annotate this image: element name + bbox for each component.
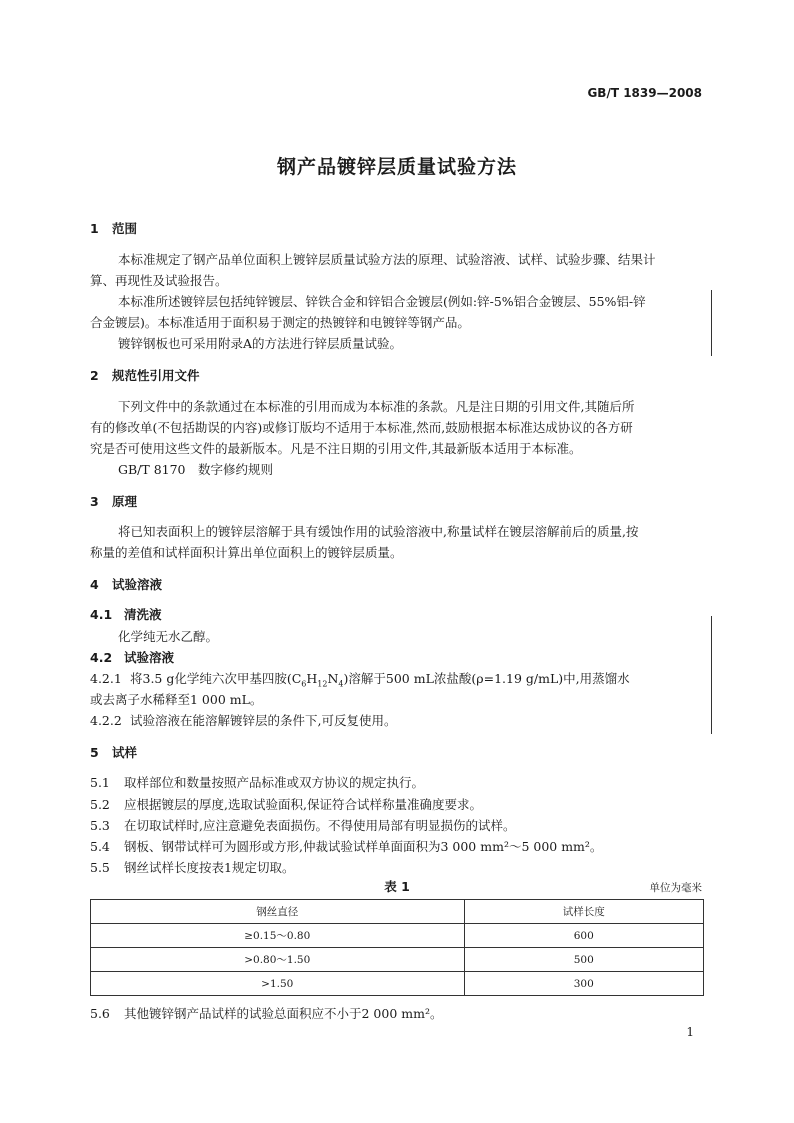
- change-bar: [711, 290, 712, 356]
- table-caption: 表 1: [384, 879, 410, 894]
- section-3-para-1: 将已知表面积上的镀锌层溶解于具有缓蚀作用的试验溶液中,称量试样在镀层溶解前后的质量,按: [118, 524, 639, 539]
- section-4-heading: 4 试验溶液: [90, 577, 163, 592]
- section-2-para-1: 下列文件中的条款通过在本标准的引用而成为本标准的条款。凡是注日期的引用文件,其随后所: [118, 399, 635, 414]
- section-4-2-heading: 4.2 试验溶液: [90, 650, 175, 665]
- document-title: 钢产品镀锌层质量试验方法: [276, 156, 517, 178]
- clause-5-2: 5.2 应根据镀层的厚度,选取试验面积,保证符合试样称量准确度要求。: [90, 797, 482, 812]
- column-header-length: 试样长度: [464, 900, 704, 924]
- clause-5-5: 5.5 钢丝试样长度按表1规定切取。: [90, 860, 295, 875]
- table-cell: >0.80～1.50: [91, 948, 465, 972]
- section-4-2-1-text-cont: 或去离子水稀释至1 000 mL。: [90, 692, 263, 707]
- table-cell: 300: [464, 972, 704, 996]
- section-1-para-2: 本标准所述镀锌层包括纯锌镀层、锌铁合金和锌铝合金镀层(例如:锌-5%铝合金镀层、55%铝-锌: [118, 294, 646, 309]
- standard-number: GB/T 1839—2008: [587, 86, 702, 100]
- clause-5-4: 5.4 钢板、钢带试样可为圆形或方形,仲裁试验试样单面面积为3 000 mm²～5 000 mm²。: [90, 839, 603, 854]
- section-1-heading: 1 范围: [90, 221, 138, 236]
- section-2-para-1-cont-2: 究是否可使用这些文件的最新版本。凡是不注日期的引用文件,其最新版本适用于本标准。: [90, 441, 582, 456]
- section-5-heading: 5 试样: [90, 745, 138, 760]
- section-4-1-heading: 4.1 清洗液: [90, 607, 162, 622]
- table-unit: 单位为毫米: [649, 882, 702, 894]
- section-1-para-1: 本标准规定了钢产品单位面积上镀锌层质量试验方法的原理、试验溶液、试样、试验步骤、结果计: [118, 252, 656, 267]
- table-row: [91, 972, 704, 996]
- change-bar: [711, 616, 712, 734]
- section-3-heading: 3 原理: [90, 494, 138, 509]
- section-4-1-text: 化学纯无水乙醇。: [118, 629, 219, 644]
- clause-5-3: 5.3 在切取试样时,应注意避免表面损伤。不得使用局部有明显损伤的试样。: [90, 818, 516, 833]
- table-cell: >1.50: [91, 972, 465, 996]
- section-2-para-1-cont-1: 有的修改单(不包括勘误的内容)或修订版均不适用于本标准,然而,鼓励根据本标准达成协议的各方研: [90, 420, 633, 435]
- page-number: 1: [686, 1025, 694, 1039]
- section-1-para-3: 镀锌钢板也可采用附录A的方法进行锌层质量试验。: [118, 336, 403, 351]
- table-row: [91, 924, 704, 948]
- section-4-2-1-text: 4.2.1 将3.5 g化学纯六次甲基四胺$(C_6H_{12}N_4)$溶解于500 mL浓盐酸(ρ=1.19 g/mL)中,用蒸馏水: [90, 671, 630, 689]
- section-2-heading: 2 规范性引用文件: [90, 368, 200, 383]
- table-cell: ≥0.15～0.80: [91, 924, 465, 948]
- table-1: [90, 899, 704, 996]
- column-header-diameter: 钢丝直径: [91, 900, 465, 924]
- section-1-para-2-cont: 合金镀层)。本标准适用于面积易于测定的热镀锌和电镀锌等钢产品。: [90, 315, 470, 330]
- section-3-para-1-cont: 称量的差值和试样面积计算出单位面积上的镀锌层质量。: [90, 545, 403, 560]
- section-4-2-2-text: 4.2.2 试验溶液在能溶解镀锌层的条件下,可反复使用。: [90, 713, 397, 728]
- section-1-para-1-cont: 算、再现性及试验报告。: [90, 273, 228, 288]
- normative-reference: GB/T 8170 数字修约规则: [118, 462, 274, 477]
- table-row: [91, 948, 704, 972]
- clause-5-1: 5.1 取样部位和数量按照产品标准或双方协议的规定执行。: [90, 775, 425, 790]
- table-cell: 600: [464, 924, 704, 948]
- table-header-row: [91, 900, 704, 924]
- clause-5-6: 5.6 其他镀锌钢产品试样的试验总面积应不小于2 000 mm²。: [90, 1006, 443, 1021]
- table-cell: 500: [464, 948, 704, 972]
